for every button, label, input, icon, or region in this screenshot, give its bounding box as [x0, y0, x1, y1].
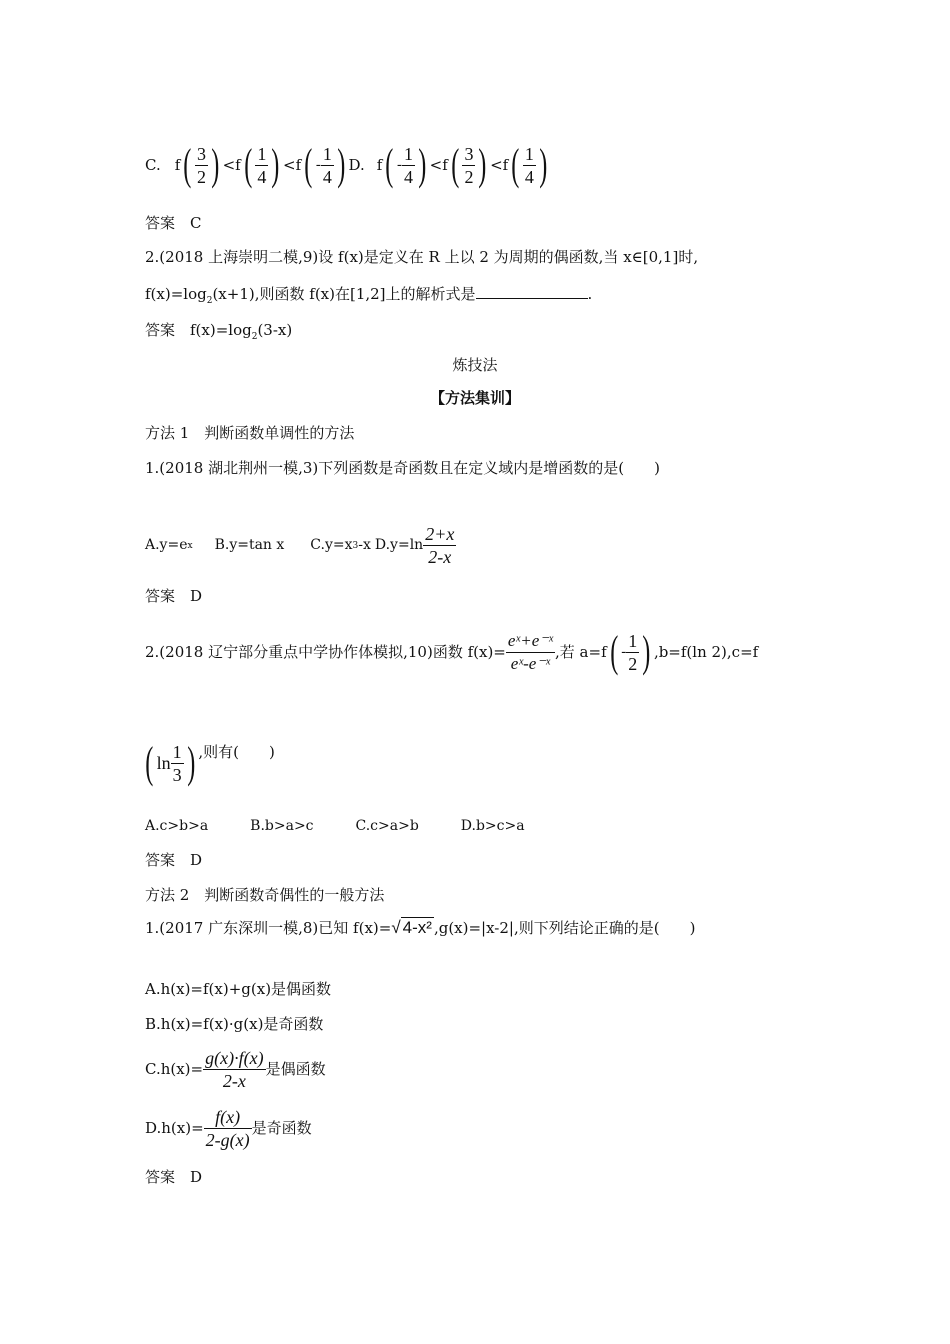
option-b: B.y=tan x — [214, 537, 285, 553]
num: 1 — [322, 143, 332, 164]
func-f: f — [295, 156, 302, 174]
method2-opt-c — [145, 1046, 326, 1092]
minus: - — [396, 157, 402, 173]
fraction-1-3 — [171, 741, 184, 786]
text: ,则有( ) — [198, 743, 275, 761]
den: eˣ-e⁻ˣ — [510, 653, 551, 673]
num: 1 — [628, 630, 638, 651]
superscript: x — [187, 541, 193, 551]
method1-title: 方法 1 判断函数单调性的方法 — [145, 424, 355, 442]
text: 是偶函数 — [265, 1060, 326, 1078]
method2-answer: 答案 D — [145, 1168, 203, 1186]
root-icon: √ — [391, 918, 401, 937]
func-f: f — [442, 156, 448, 174]
paren-close: ) — [337, 140, 346, 189]
paren-open: ( — [145, 738, 154, 787]
num: 1 — [172, 741, 182, 762]
paren-close: ) — [271, 140, 280, 189]
option-d: D.y=ln — [374, 537, 424, 553]
num: eˣ+e⁻ˣ — [507, 630, 554, 650]
fraction-1-4 — [255, 143, 268, 188]
less-than: < — [222, 156, 236, 174]
answer-blank[interactable] — [476, 284, 588, 299]
paren-open: ( — [304, 140, 313, 189]
method2-opt-b: B.h(x)=f(x)·g(x)是奇函数 — [145, 1015, 324, 1033]
paren-close: ) — [539, 140, 548, 189]
text: 2.(2018 辽宁部分重点中学协作体模拟,10)函数 f(x)= — [145, 643, 506, 661]
func-f: f — [174, 156, 181, 174]
method1-answer1: 答案 D — [145, 587, 203, 605]
paren-open: ( — [244, 140, 253, 189]
minus: - — [621, 644, 627, 660]
subscript: 2 — [206, 296, 213, 306]
option-c-d-line — [145, 140, 551, 190]
den: 2 — [464, 166, 474, 187]
den: 4 — [257, 166, 267, 187]
fraction-option-d — [204, 1106, 252, 1151]
num: 1 — [524, 143, 534, 164]
fraction-1-4 — [402, 143, 415, 188]
q2-answer — [145, 320, 292, 347]
func-f: f — [502, 156, 509, 174]
paren-open: ( — [609, 627, 618, 676]
fraction-option-c — [203, 1047, 265, 1092]
radicand: 4-x² — [402, 918, 432, 937]
text: f(x)=log — [145, 285, 207, 303]
den: 4 — [524, 166, 534, 187]
func-f: f — [376, 156, 383, 174]
method1-q2-cont — [142, 738, 275, 788]
sqrt-expression — [391, 918, 434, 938]
text: -x — [358, 537, 371, 553]
fraction-1-2 — [626, 630, 639, 675]
paren-open: ( — [451, 140, 460, 189]
option-a: A.y=e — [145, 537, 188, 553]
den: 2-g(x) — [205, 1129, 250, 1150]
fraction-option-d — [423, 523, 456, 568]
text: . — [587, 285, 593, 303]
den: 2-x — [222, 1070, 246, 1091]
method1-q2 — [145, 622, 758, 682]
fraction-exp — [506, 630, 555, 675]
q2-line1: 2.(2018 上海崇明二模,9)设 f(x)是定义在 R 上以 2 为周期的偶函数,当 x∈[0,1]时, — [145, 248, 699, 266]
paren-close: ) — [418, 140, 427, 189]
text: 是奇函数 — [251, 1119, 312, 1137]
num: 3 — [464, 143, 474, 164]
func-f: f — [235, 156, 241, 174]
q2-line2 — [145, 284, 592, 311]
less-than: < — [490, 156, 503, 174]
fraction-1-4 — [523, 143, 536, 188]
less-than: < — [429, 156, 443, 174]
ln: ln — [156, 753, 171, 773]
method1-q2-options: A.c>b>a B.b>a>c C.c>a>b D.b>c>a — [145, 818, 525, 834]
num: 1 — [257, 143, 267, 164]
text: D.h(x)= — [145, 1119, 204, 1137]
method2-title: 方法 2 判断函数奇偶性的一般方法 — [145, 886, 385, 904]
num: f(x) — [215, 1106, 241, 1127]
section-subtitle: 【方法集训】 — [429, 389, 520, 407]
text: 1.(2017 广东深圳一模,8)已知 f(x)= — [145, 919, 392, 937]
fraction-3-2 — [195, 143, 208, 188]
method1-q1: 1.(2018 湖北荆州一模,3)下列函数是奇函数且在定义域内是增函数的是( ) — [145, 459, 660, 477]
num: 1 — [403, 143, 413, 164]
text: (x+1),则函数 f(x)在[1,2]上的解析式是 — [212, 285, 476, 303]
option-c-label: C. — [145, 156, 161, 174]
text: (3-x) — [257, 321, 293, 339]
text: C.h(x)= — [145, 1060, 204, 1078]
option-c: C.y=x — [310, 537, 353, 553]
answer-prev: 答案 C — [145, 214, 202, 232]
method1-q1-options — [145, 522, 456, 568]
text: 答案 f(x)=log — [145, 321, 252, 339]
section-title: 炼技法 — [452, 356, 498, 374]
text: ,b=f(ln 2),c=f — [653, 643, 759, 661]
fraction-1-4 — [321, 143, 334, 188]
option-d-label: D. — [348, 156, 365, 174]
num: 2+x — [425, 523, 455, 544]
paren-close: ) — [642, 627, 651, 676]
paren-open: ( — [511, 140, 520, 189]
method2-opt-d — [145, 1105, 312, 1151]
text: ,g(x)=|x-2|,则下列结论正确的是( ) — [433, 919, 696, 937]
subscript: 2 — [251, 332, 258, 342]
den: 3 — [172, 764, 182, 785]
method2-q1 — [145, 918, 695, 938]
paren-close: ) — [211, 140, 220, 189]
paren-open: ( — [183, 140, 192, 189]
den: 4 — [322, 166, 332, 187]
fraction-3-2 — [462, 143, 475, 188]
superscript: 3 — [352, 541, 359, 551]
den: 2 — [628, 653, 638, 674]
den: 2 — [196, 166, 206, 187]
paren-open: ( — [385, 140, 394, 189]
num: g(x)·f(x) — [205, 1047, 264, 1068]
less-than: < — [283, 156, 296, 174]
num: 3 — [196, 143, 206, 164]
paren-close: ) — [186, 738, 196, 787]
den: 2-x — [428, 546, 452, 567]
den: 4 — [403, 166, 413, 187]
method2-opt-a: A.h(x)=f(x)+g(x)是偶函数 — [145, 980, 332, 998]
text: ,若 a=f — [555, 643, 607, 661]
paren-close: ) — [478, 140, 487, 189]
minus: - — [315, 157, 321, 173]
method1-answer2: 答案 D — [145, 851, 203, 869]
